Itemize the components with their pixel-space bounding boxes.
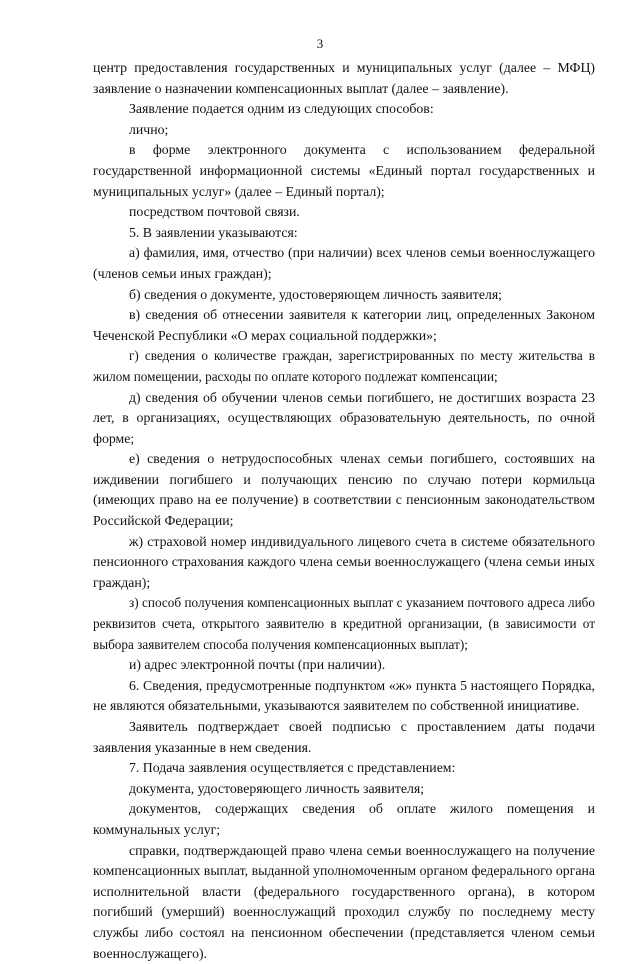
paragraph: б) сведения о документе, удостоверяющем личность заявителя; [129, 286, 503, 302]
paragraph: д) сведения об обучении членов семьи погибшего, не достигших возраста 23 лет, в организациях, осуществляющих образовательную деятельность, по очной форме; [93, 389, 595, 446]
paragraph: а) фамилия, имя, отчество (при наличии) всех членов семьи военнослужащего (членов семьи иных граждан); [93, 245, 595, 281]
paragraph: е) сведения о нетрудоспособных членах семьи погибшего, состоявших на иждивении погибшего и получающих пенсию по случаю потери кормильца (имеющих право на ее получение) в соответствии с пенсионным законодательством Российской Федерации; [93, 451, 595, 529]
paragraph: ж) страховой номер индивидуального лицевого счета в системе обязательного пенсионного страхования каждого члена семьи военнослужащего (члена семьи иных граждан); [93, 533, 595, 590]
paragraph: лично; [129, 121, 169, 137]
paragraph: 6. Сведения, предусмотренные подпунктом «ж» пункта 5 настоящего Порядка, не являются обязательными, указываются заявителем по собственной инициативе. [93, 677, 595, 714]
paragraph: центр предоставления государственных и муниципальных услуг (далее – МФЦ) заявление о назначении компенсационных выплат (далее – заявление). [93, 60, 595, 96]
paragraph: посредством почтовой связи. [129, 204, 300, 220]
paragraph: 5. В заявлении указываются: [129, 224, 298, 240]
paragraph: з) способ получения компенсационных выплат с указанием почтового адреса либо реквизитов счета, открытого заявителю в кредитной организации, (в зависимости от выбора заявителем способа получения компенсационных выплат); [93, 595, 595, 652]
paragraph: г) сведения о количестве граждан, зарегистрированных по месту жительства в жилом помещении, расходы по оплате которого подлежат компенсации; [93, 348, 595, 384]
paragraph: документа, удостоверяющего личность заявителя; [129, 780, 425, 796]
paragraph: в форме электронного документа с использованием федеральной государственной информационной системы «Единый портал государственных и муниципальных услуг» (далее – Единый портал); [93, 142, 595, 199]
paragraph: справки, подтверждающей право члена семьи военнослужащего на получение компенсационных выплат, выданной уполномоченным органом федерального органа исполнительной власти (федерального государственного органа), в котором погибший (умерший) военнослужащий проходил службу по последнему месту службы либо состоял на пенсионном обеспечении (представляется членом семьи военнослужащего). [93, 842, 595, 961]
paragraph: Заявитель подтверждает своей подписью с проставлением даты подачи заявления указанные в нем сведения. [93, 719, 595, 755]
page-number: 3 [316, 36, 324, 51]
paragraph: документов, содержащих сведения об оплате жилого помещения и коммунальных услуг; [93, 801, 595, 837]
paragraph: в) сведения об отнесении заявителя к категории лиц, определенных Законом Чеченской Республики «О мерах социальной поддержки»; [93, 307, 595, 343]
document-body [93, 58, 595, 964]
paragraph: Заявление подается одним из следующих способов: [129, 101, 434, 117]
paragraph: и) адрес электронной почты (при наличии). [129, 657, 386, 673]
paragraph: 7. Подача заявления осуществляется с представлением: [129, 760, 456, 776]
